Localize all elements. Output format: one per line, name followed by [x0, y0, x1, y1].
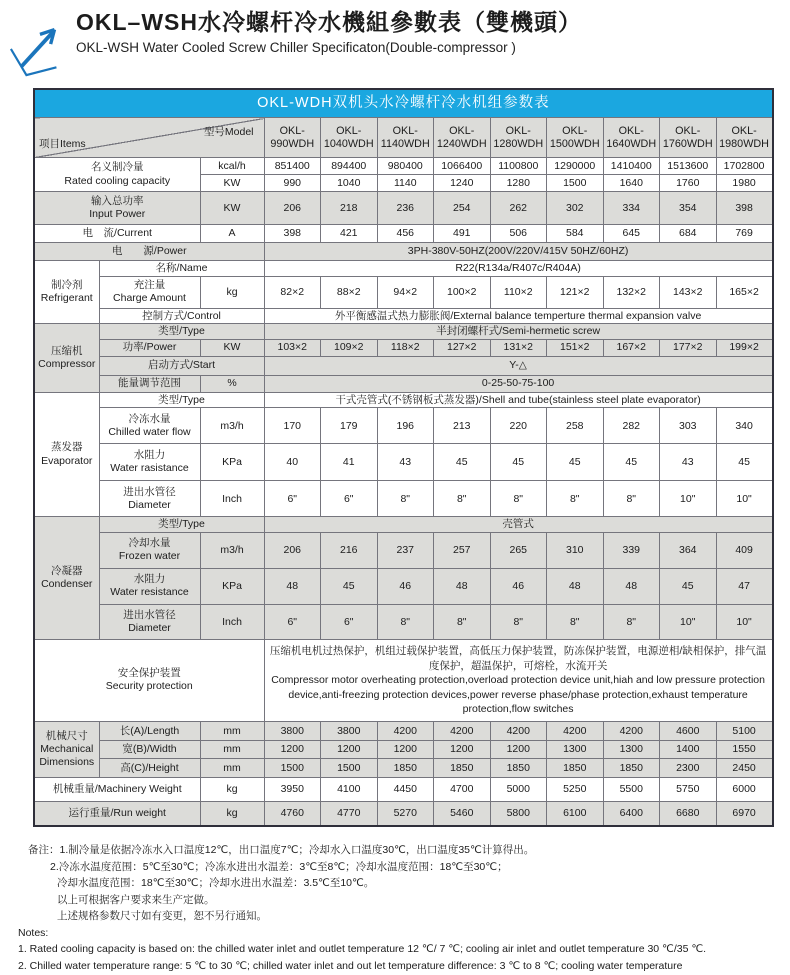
group-label-condenser: 冷凝器 Condenser [34, 517, 99, 640]
table-title: OKL-WDH双机头水冷螺杆冷水机组参数表 [34, 89, 773, 118]
value-cell: 1100800 [490, 158, 547, 175]
value-cell: 218 [321, 192, 378, 225]
table-banner-row [34, 89, 773, 118]
value-cell: 45 [660, 568, 717, 604]
row-evap-resistance [34, 444, 773, 481]
unit-cell: mm [200, 758, 264, 777]
value-cell: 8" [490, 604, 547, 639]
value-cell: 151×2 [547, 339, 604, 356]
value-cell: 1640 [603, 175, 660, 192]
value-cell: 1280 [490, 175, 547, 192]
page-subtitle: OKL-WSH Water Cooled Screw Chiller Specificaton(Double-compressor ) [76, 39, 516, 55]
value-cell: 894400 [321, 158, 378, 175]
value-cell: 206 [264, 192, 321, 225]
unit-cell: m3/h [200, 408, 264, 444]
note-en-2: 2. Chilled water temperature range: 5 ℃ to 30 ℃; chilled water inlet and out let temperature difference: 3 ℃ to 8 ℃; cooling water temperature [18, 960, 683, 973]
value-cell: 334 [603, 192, 660, 225]
value-cell: 339 [603, 532, 660, 568]
row-cooling-kcal [34, 158, 773, 175]
value-cell: 6970 [716, 801, 773, 826]
row-refrigerant-name [34, 261, 773, 277]
row-condenser-type [34, 517, 773, 533]
items-label: 项目Items [39, 138, 86, 151]
value-cell: 1200 [264, 740, 321, 758]
value-cell: 4700 [434, 777, 491, 801]
value-cell: 4200 [547, 721, 604, 740]
row-label-input-power: 输入总功率 Input Power [34, 192, 200, 225]
value-cell: 1500 [264, 758, 321, 777]
value-cell: 8" [434, 604, 491, 639]
row-label-run-weight: 运行重量/Run weight [34, 801, 200, 826]
row-input-power [34, 192, 773, 225]
start-value: Y-△ [264, 356, 773, 375]
value-cell: 170 [264, 408, 321, 444]
row-dim-height [34, 758, 773, 777]
value-cell: 303 [660, 408, 717, 444]
value-cell: 5460 [434, 801, 491, 826]
unit-cell: KW [200, 175, 264, 192]
model-label: 型号Model [203, 126, 254, 138]
compressor-type-value: 半封闭螺杆式/Semi-hermetic screw [264, 324, 773, 340]
value-cell: 645 [603, 225, 660, 243]
value-cell: 851400 [264, 158, 321, 175]
value-cell: 364 [660, 532, 717, 568]
note-zh-3: 冷却水温度范围：18℃至30℃；冷却水进出水温差：3.5℃至10℃。 [57, 877, 375, 890]
value-cell: 5100 [716, 721, 773, 740]
value-cell: 41 [321, 444, 378, 481]
value-cell: 220 [490, 408, 547, 444]
value-cell: 177×2 [660, 339, 717, 356]
value-cell: 3800 [321, 721, 378, 740]
value-cell: 110×2 [490, 276, 547, 308]
value-cell: 1200 [434, 740, 491, 758]
value-cell: 1500 [547, 175, 604, 192]
security-text: 压缩机电机过热保护，机组过载保护装置，高低压力保护装置，防冻保护装置，电源逆相/缺相保护，排气温度保护，超温保护，可熔栓，水流开关 Compressor motor overheating protection,overload protection device unit,hiah and low pressure protection device,anti-freezing protection devices,power reverse phase/phase protection,exhaust temperature protection,flow switches [264, 639, 773, 721]
value-cell: 1850 [490, 758, 547, 777]
row-label-control: 控制方式/Control [99, 308, 264, 324]
value-cell: 48 [264, 568, 321, 604]
value-cell: 131×2 [490, 339, 547, 356]
condenser-type-value: 壳管式 [264, 517, 773, 533]
value-cell: 8" [377, 604, 434, 639]
value-cell: 6000 [716, 777, 773, 801]
row-machinery-weight [34, 777, 773, 801]
value-cell: 167×2 [603, 339, 660, 356]
value-cell: 10" [716, 481, 773, 517]
value-cell: 1066400 [434, 158, 491, 175]
value-cell: 4200 [603, 721, 660, 740]
group-label-refrigerant: 制冷剂 Refrigerant [34, 261, 99, 324]
row-power-supply [34, 243, 773, 261]
brand-arrow-icon [8, 16, 70, 78]
row-compressor-power [34, 339, 773, 356]
group-label-compressor: 压缩机 Compressor [34, 324, 99, 393]
row-label-height: 高(C)/Height [99, 758, 200, 777]
value-cell: 48 [434, 568, 491, 604]
row-label-compressor-power: 功率/Power [99, 339, 200, 356]
page-title: OKL–WSH水冷螺杆冷水機組參數表（雙機頭） [76, 9, 582, 35]
model-header-cell: OKL- 1140WDH [377, 118, 434, 158]
row-label-cond-resistance: 水阻力 Water resistance [99, 568, 200, 604]
model-header-row [34, 118, 773, 158]
value-cell: 45 [434, 444, 491, 481]
value-cell: 109×2 [321, 339, 378, 356]
row-chilled-flow [34, 408, 773, 444]
value-cell: 10" [660, 604, 717, 639]
value-cell: 46 [490, 568, 547, 604]
value-cell: 3800 [264, 721, 321, 740]
model-header-cell: OKL- 1240WDH [434, 118, 491, 158]
corner-header-cell [34, 118, 264, 158]
power-supply-value: 3PH-380V-50HZ(200V/220V/415V 50HZ/60HZ) [264, 243, 773, 261]
note-zh-2: 2.冷冻水温度范围：5℃至30℃；冷冻水进出水温差：3℃至8℃；冷却水温度范围：18℃至30℃； [50, 860, 508, 873]
value-cell: 1290000 [547, 158, 604, 175]
value-cell: 237 [377, 532, 434, 568]
value-cell: 1500 [321, 758, 378, 777]
value-cell: 45 [490, 444, 547, 481]
row-label-power-supply: 电 源/Power [34, 243, 264, 261]
unit-cell: kg [200, 777, 264, 801]
evaporator-type-value: 干式壳管式(不锈钢板式蒸发器)/Shell and tube(stainless steel plate evaporator) [264, 392, 773, 408]
group-label-evaporator: 蒸发器 Evaporator [34, 392, 99, 517]
row-refrigerant-control [34, 308, 773, 324]
value-cell: 1850 [547, 758, 604, 777]
value-cell: 48 [603, 568, 660, 604]
value-cell: 103×2 [264, 339, 321, 356]
row-label-evaporator-type: 类型/Type [99, 392, 264, 408]
value-cell: 45 [603, 444, 660, 481]
value-cell: 1300 [547, 740, 604, 758]
refrigerant-name-value: R22(R134a/R407c/R404A) [264, 261, 773, 277]
value-cell: 1850 [603, 758, 660, 777]
value-cell: 43 [377, 444, 434, 481]
value-cell: 4200 [490, 721, 547, 740]
value-cell: 1140 [377, 175, 434, 192]
row-label-chilled-flow: 冷冻水量 Chilled water flow [99, 408, 200, 444]
value-cell: 354 [660, 192, 717, 225]
note-zh-1: 备注：1.制冷量是依据冷冻水入口温度12℃，出口温度7℃；冷却水入口温度30℃，出口温度35℃计算得出。 [28, 844, 535, 856]
unit-cell: mm [200, 740, 264, 758]
note-en-1: 1. Rated cooling capacity is based on: the chilled water inlet and outlet temperature 12 ℃/ 7 ℃; cooling air inlet and outlet temperature 30 ℃/35 ℃. [18, 943, 707, 956]
value-cell: 165×2 [716, 276, 773, 308]
value-cell: 1200 [321, 740, 378, 758]
value-cell: 6" [264, 604, 321, 639]
value-cell: 5270 [377, 801, 434, 826]
value-cell: 1702800 [716, 158, 773, 175]
value-cell: 684 [660, 225, 717, 243]
row-label-charge: 充注量 Charge Amount [99, 276, 200, 308]
value-cell: 1980 [716, 175, 773, 192]
value-cell: 127×2 [434, 339, 491, 356]
row-label-compressor-type: 类型/Type [99, 324, 264, 340]
model-header-cell: OKL- 1280WDH [490, 118, 547, 158]
value-cell: 282 [603, 408, 660, 444]
value-cell: 118×2 [377, 339, 434, 356]
value-cell: 310 [547, 532, 604, 568]
note-zh-4: 以上可根据客户要求来生产定做。 [57, 893, 215, 906]
row-label-width: 宽(B)/Width [99, 740, 200, 758]
value-cell: 4770 [321, 801, 378, 826]
row-label-evap-diameter: 进出水管径 Diameter [99, 481, 200, 517]
row-label-cooling: 名义制冷量 Rated cooling capacity [34, 158, 200, 192]
value-cell: 46 [377, 568, 434, 604]
value-cell: 1410400 [603, 158, 660, 175]
value-cell: 199×2 [716, 339, 773, 356]
value-cell: 398 [264, 225, 321, 243]
row-label-length: 长(A)/Length [99, 721, 200, 740]
value-cell: 1200 [490, 740, 547, 758]
value-cell: 4200 [377, 721, 434, 740]
energy-value: 0-25-50-75-100 [264, 375, 773, 392]
row-run-weight [34, 801, 773, 826]
value-cell: 6400 [603, 801, 660, 826]
row-evap-diameter [34, 481, 773, 517]
value-cell: 5800 [490, 801, 547, 826]
row-dim-width [34, 740, 773, 758]
value-cell: 4760 [264, 801, 321, 826]
row-label-cooling-flow: 冷却水量 Frozen water [99, 532, 200, 568]
value-cell: 1760 [660, 175, 717, 192]
value-cell: 456 [377, 225, 434, 243]
row-label-current: 电 流/Current [34, 225, 200, 243]
value-cell: 45 [321, 568, 378, 604]
row-security [34, 639, 773, 721]
value-cell: 10" [716, 604, 773, 639]
unit-cell: KW [200, 339, 264, 356]
value-cell: 8" [547, 481, 604, 517]
note-zh-5: 上述规格参数尺寸如有变更，恕不另行通知。 [57, 910, 267, 923]
notes-title-en: Notes: [18, 926, 49, 939]
value-cell: 8" [603, 604, 660, 639]
value-cell: 5250 [547, 777, 604, 801]
value-cell: 47 [716, 568, 773, 604]
value-cell: 1513600 [660, 158, 717, 175]
value-cell: 8" [377, 481, 434, 517]
row-label-security: 安全保护装置 Security protection [34, 639, 264, 721]
value-cell: 5000 [490, 777, 547, 801]
value-cell: 2300 [660, 758, 717, 777]
unit-cell: Inch [200, 481, 264, 517]
value-cell: 3950 [264, 777, 321, 801]
value-cell: 10" [660, 481, 717, 517]
model-header-cell: OKL- 1500WDH [547, 118, 604, 158]
value-cell: 216 [321, 532, 378, 568]
value-cell: 206 [264, 532, 321, 568]
value-cell: 179 [321, 408, 378, 444]
notes-section [0, 842, 788, 975]
value-cell: 236 [377, 192, 434, 225]
model-header-cell: OKL- 1980WDH [716, 118, 773, 158]
value-cell: 45 [547, 444, 604, 481]
value-cell: 990 [264, 175, 321, 192]
unit-cell: kcal/h [200, 158, 264, 175]
value-cell: 8" [547, 604, 604, 639]
value-cell: 409 [716, 532, 773, 568]
value-cell: 4600 [660, 721, 717, 740]
value-cell: 6100 [547, 801, 604, 826]
value-cell: 196 [377, 408, 434, 444]
unit-cell: Inch [200, 604, 264, 639]
value-cell: 8" [603, 481, 660, 517]
value-cell: 491 [434, 225, 491, 243]
value-cell: 121×2 [547, 276, 604, 308]
value-cell: 43 [660, 444, 717, 481]
unit-cell: mm [200, 721, 264, 740]
page-header [0, 0, 790, 88]
model-header-cell: OKL- 1760WDH [660, 118, 717, 158]
model-header-cell: OKL- 1640WDH [603, 118, 660, 158]
value-cell: 421 [321, 225, 378, 243]
value-cell: 262 [490, 192, 547, 225]
unit-cell: KW [200, 192, 264, 225]
value-cell: 4450 [377, 777, 434, 801]
row-label-refrigerant-name: 名称/Name [99, 261, 264, 277]
row-label-start: 启动方式/Start [99, 356, 264, 375]
value-cell: 5750 [660, 777, 717, 801]
value-cell: 1850 [377, 758, 434, 777]
value-cell: 258 [547, 408, 604, 444]
value-cell: 8" [434, 481, 491, 517]
row-label-evap-resistance: 水阻力 Water rasistance [99, 444, 200, 481]
value-cell: 100×2 [434, 276, 491, 308]
row-current [34, 225, 773, 243]
unit-cell: KPa [200, 444, 264, 481]
value-cell: 1040 [321, 175, 378, 192]
model-header-cell: OKL- 990WDH [264, 118, 321, 158]
row-cooling-flow [34, 532, 773, 568]
value-cell: 48 [547, 568, 604, 604]
unit-cell: % [200, 375, 264, 392]
unit-cell: kg [200, 276, 264, 308]
value-cell: 143×2 [660, 276, 717, 308]
value-cell: 265 [490, 532, 547, 568]
value-cell: 1300 [603, 740, 660, 758]
value-cell: 6680 [660, 801, 717, 826]
value-cell: 1850 [434, 758, 491, 777]
row-dim-length [34, 721, 773, 740]
row-label-cond-diameter: 进出水管径 Diameter [99, 604, 200, 639]
value-cell: 340 [716, 408, 773, 444]
row-label-machinery-weight: 机械重量/Machinery Weight [34, 777, 200, 801]
unit-cell: kg [200, 801, 264, 826]
control-value: 外平衡感温式热力膨胀阀/External balance temperture thermal expansion valve [264, 308, 773, 324]
value-cell: 254 [434, 192, 491, 225]
value-cell: 4200 [434, 721, 491, 740]
value-cell: 45 [716, 444, 773, 481]
value-cell: 94×2 [377, 276, 434, 308]
value-cell: 769 [716, 225, 773, 243]
value-cell: 132×2 [603, 276, 660, 308]
model-header-cell: OKL- 1040WDH [321, 118, 378, 158]
spec-table [33, 88, 774, 827]
row-label-condenser-type: 类型/Type [99, 517, 264, 533]
value-cell: 506 [490, 225, 547, 243]
value-cell: 584 [547, 225, 604, 243]
value-cell: 213 [434, 408, 491, 444]
value-cell: 6" [321, 604, 378, 639]
value-cell: 1400 [660, 740, 717, 758]
value-cell: 8" [490, 481, 547, 517]
row-energy-range [34, 375, 773, 392]
value-cell: 40 [264, 444, 321, 481]
row-refrigerant-charge [34, 276, 773, 308]
row-compressor-start [34, 356, 773, 375]
value-cell: 398 [716, 192, 773, 225]
value-cell: 88×2 [321, 276, 378, 308]
value-cell: 1200 [377, 740, 434, 758]
unit-cell: KPa [200, 568, 264, 604]
row-label-energy: 能量调节范围 [99, 375, 200, 392]
value-cell: 1550 [716, 740, 773, 758]
value-cell: 257 [434, 532, 491, 568]
row-cond-diameter [34, 604, 773, 639]
value-cell: 82×2 [264, 276, 321, 308]
value-cell: 6" [321, 481, 378, 517]
row-cond-resistance [34, 568, 773, 604]
row-compressor-type [34, 324, 773, 340]
value-cell: 302 [547, 192, 604, 225]
value-cell: 980400 [377, 158, 434, 175]
row-evaporator-type [34, 392, 773, 408]
unit-cell: m3/h [200, 532, 264, 568]
value-cell: 6" [264, 481, 321, 517]
value-cell: 5500 [603, 777, 660, 801]
group-label-dimensions: 机械尺寸 Mechanical Dimensions [34, 721, 99, 777]
value-cell: 1240 [434, 175, 491, 192]
value-cell: 4100 [321, 777, 378, 801]
unit-cell: A [200, 225, 264, 243]
value-cell: 2450 [716, 758, 773, 777]
